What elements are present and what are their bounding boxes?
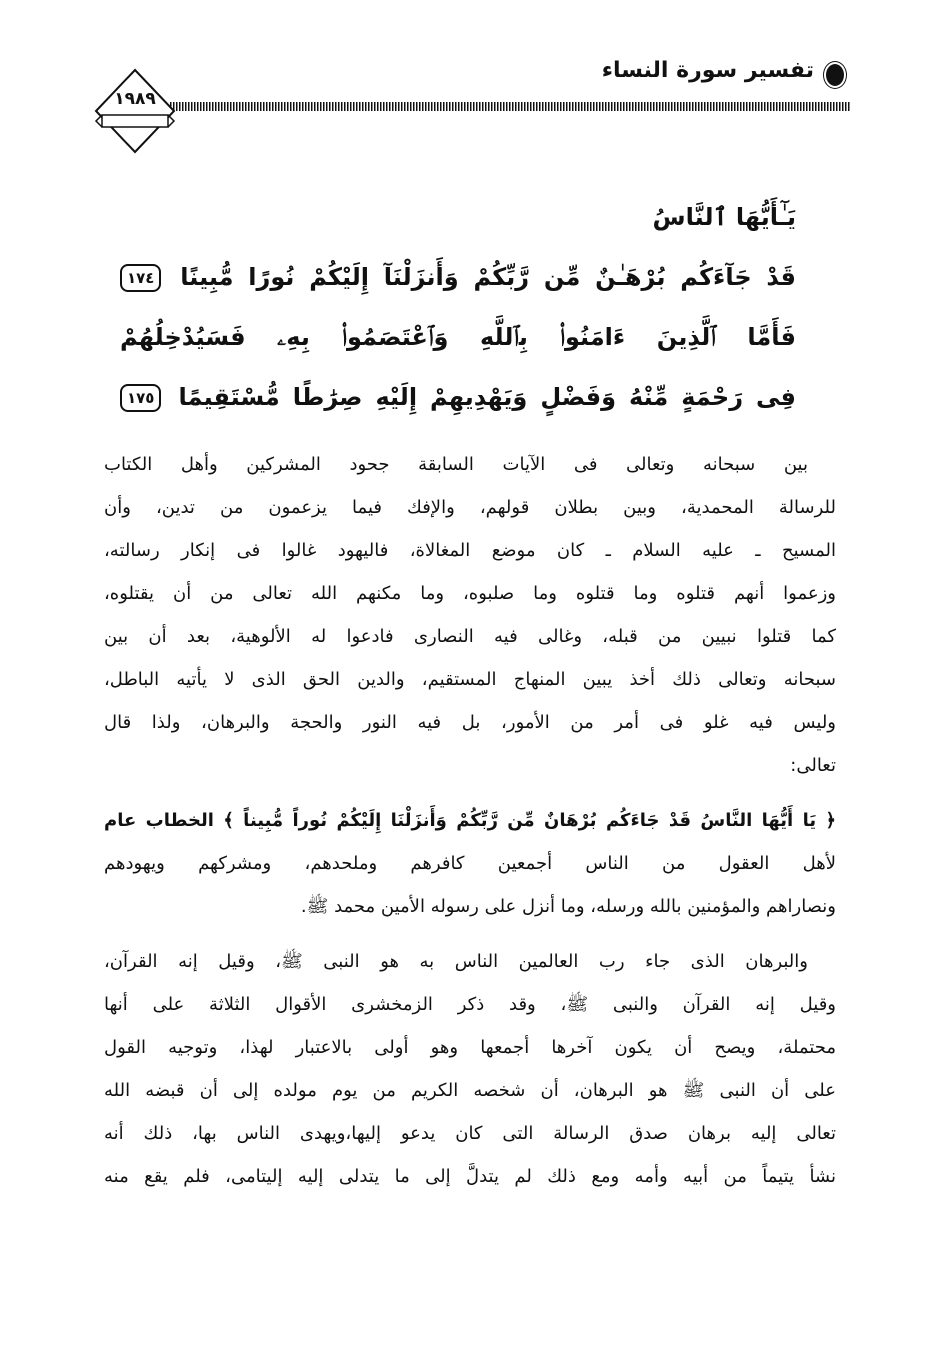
text-line: محتملة، ويصح أن يكون آخرها أجمعها وهو أولى بالاعتبار لهذا، وتوجيه القول (104, 1037, 836, 1058)
quran-line-text: فِى رَحْمَةٍ مِّنْهُ وَفَضْلٍ وَيَهْدِيهِمْ إِلَيْهِ صِرَٰطًا مُّسْتَقِيمًا (178, 383, 796, 411)
page-body (104, 198, 836, 1199)
text-line: المسيح ـ عليه السلام ـ كان موضع المغالاة، فاليهود غالوا فى إنكار رسالته، (104, 540, 836, 561)
text-line: وقيل إنه القرآن والنبى ﷺ، وقد ذكر الزمخشرى الأقوال الثلاثة على أنها (104, 994, 836, 1015)
quran-line: يَـٰٓأَيُّهَا ٱلنَّاسُ (652, 203, 796, 231)
text-line: ونصاراهم والمؤمنين بالله ورسله، وما أنزل على رسوله الأمين محمد ﷺ. (300, 896, 836, 917)
text-line: وزعموا أنهم قتلوه وما قتلوه وما صلبوه، وما مكنهم الله تعالى من أن يقتلوه، (104, 583, 836, 604)
header-bullet-icon (826, 64, 844, 86)
verse-number-marker: ١٧٥ (120, 384, 161, 412)
verse-number-marker: ١٧٤ (120, 264, 161, 292)
text-line: سبحانه وتعالى ذلك أخذ يبين المنهاج المستقيم، والدين الحق الذى لا يأتيه الباطل، (104, 669, 836, 690)
text-line: نشأ يتيماً من أبيه وأمه ومع ذلك لم يتدلَّ إلى ما يتدلى إليه إليتامى، فلم يقع منه (104, 1166, 836, 1187)
quran-line (120, 378, 796, 416)
quran-block (104, 198, 836, 416)
text-line: للرسالة المحمدية، وبين بطلان قولهم، والإفك فيما يزعمون من تدين، وأن (104, 497, 836, 518)
commentary-paragraph-3 (104, 941, 836, 1199)
text-line: والبرهان الذى جاء رب العالمين الناس به هو النبى ﷺ، وقيل إنه القرآن، (104, 951, 808, 972)
text-line: تعالى إليه برهان صدق الرسالة التى كان يدعو إليها،ويهدى الناس بها، ذلك أنه (104, 1123, 836, 1144)
commentary-paragraph-1 (104, 444, 836, 788)
quran-line (120, 258, 796, 296)
header-rule (170, 102, 850, 111)
running-title: تفسير سورة النساء (601, 58, 814, 83)
text-line: كما قتلوا نبيين من قبله، وغالى فيه النصارى فادعوا له الألوهية، بعد أن بين (104, 626, 836, 647)
page-number: ١٩٨٩ (114, 89, 156, 109)
text-line: على أن النبى ﷺ هو البرهان، أن شخصه الكريم من يوم مولده إلى أن قبضه الله (104, 1080, 836, 1101)
quran-line-text: قَدْ جَآءَكُم بُرْهَـٰنٌ مِّن رَّبِّكُمْ وَأَنزَلْنَآ إِلَيْكُمْ نُورًا مُّبِينًا (180, 263, 797, 291)
text-line: لأهل العقول من الناس أجمعين كافرهم وملحدهم، ومشركهم ويهودهم (104, 853, 836, 874)
text-line: بين سبحانه وتعالى فى الآيات السابقة جحود المشركين وأهل الكتاب (104, 454, 808, 475)
text-line: تعالى: (790, 755, 836, 776)
page-number-ornament-icon (92, 68, 178, 154)
commentary-paragraph-2 (104, 800, 836, 929)
text-line-quotation: ﴿ يَا أَيُّهَا النَّاسُ قَدْ جَاءَكُم بُرْهَانٌ مِّن رَّبِّكُمْ وَأَنزَلْنَا إِلَيْكُمْ نُوراً مُّبِيناً ﴾ الخطاب عام (104, 810, 836, 831)
quran-line: فَأَمَّا ٱلَّذِينَ ءَامَنُوا۟ بِٱللَّهِ وَٱعْتَصَمُوا۟ بِهِۦ فَسَيُدْخِلُهُمْ (120, 323, 796, 351)
text-line: وليس فيه غلو فى أمر من الأمور، بل فيه النور والحجة والبرهان، ولذا قال (104, 712, 836, 733)
